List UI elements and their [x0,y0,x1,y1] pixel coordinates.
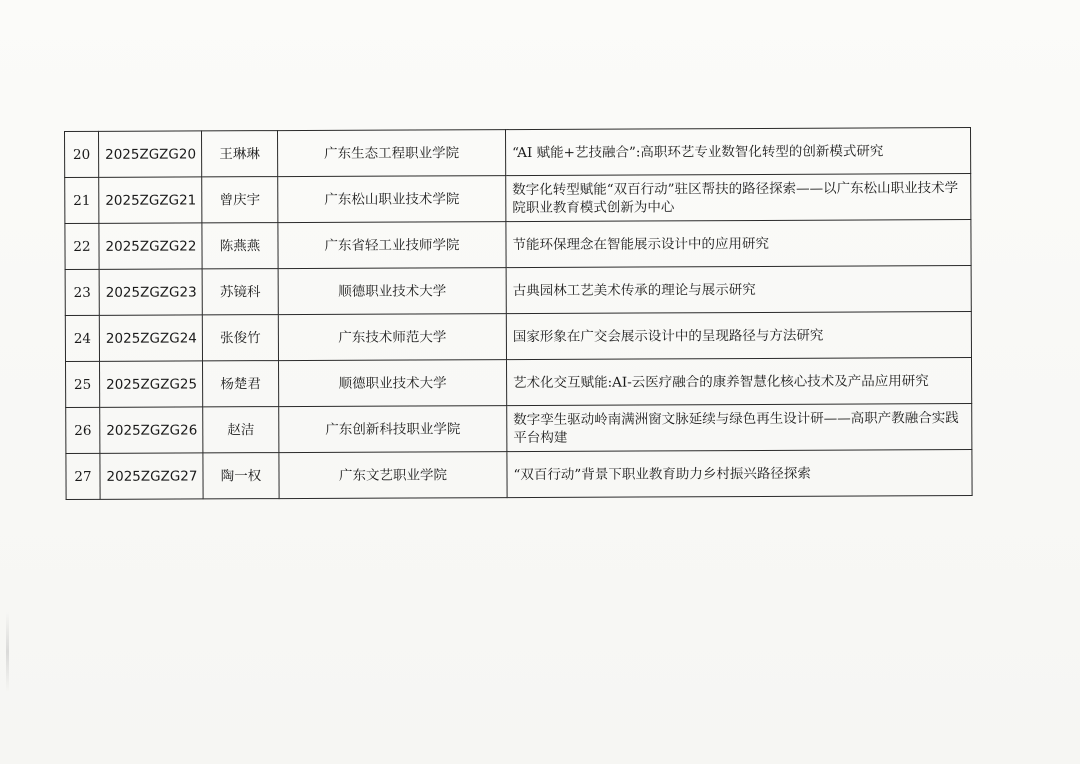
project-topic: 国家形象在广交会展示设计中的呈现路径与方法研究 [506,312,971,360]
project-topic: “双百行动”背景下职业教育助力乡村振兴路径探索 [507,450,972,498]
row-number: 27 [66,453,100,499]
applicant-name: 王琳琳 [202,131,278,177]
institution-name: 顺德职业技术大学 [278,268,506,315]
institution-name: 广东技术师范大学 [278,314,506,361]
row-number: 24 [65,315,99,361]
applicant-name: 陶一权 [203,453,279,499]
table-row [66,358,972,408]
table-row [66,450,972,500]
table-row [65,128,971,178]
project-topic: 艺术化交互赋能:AI-云医疗融合的康养智慧化核心技术及产品应用研究 [507,358,972,406]
institution-name: 顺德职业技术大学 [279,360,507,407]
applicant-name: 曾庆宇 [202,177,278,223]
project-topic: 数字化转型赋能“双百行动”驻区帮扶的路径探索——以广东松山职业技术学院职业教育模式创新为中心 [506,174,971,222]
project-topic: 数字孪生驱动岭南满洲窗文脉延续与绿色再生设计研——高职产教融合实践平台构建 [507,404,972,452]
applicant-name: 赵洁 [203,407,279,453]
project-code: 2025ZGZG21 [99,177,202,223]
applicant-name: 陈燕燕 [202,223,278,269]
table-row [66,404,972,454]
project-code: 2025ZGZG26 [100,407,203,453]
table-row [65,312,971,362]
project-code: 2025ZGZG27 [100,453,203,499]
row-number: 25 [66,361,100,407]
project-topic: 节能环保理念在智能展示设计中的应用研究 [506,220,971,268]
row-number: 21 [65,177,99,223]
project-code: 2025ZGZG22 [99,223,202,269]
row-number: 22 [65,223,99,269]
applicant-name: 杨楚君 [203,361,279,407]
institution-name: 广东省轻工业技师学院 [278,222,506,269]
institution-name: 广东生态工程职业学院 [278,130,506,177]
project-topic: “AI 赋能+艺技融合”:高职环艺专业数智化转型的创新模式研究 [505,128,970,176]
applicant-name: 张俊竹 [202,315,278,361]
institution-name: 广东创新科技职业学院 [279,406,507,453]
institution-name: 广东松山职业技术学院 [278,176,506,223]
table-row [65,266,971,316]
row-number: 26 [66,407,100,453]
project-code: 2025ZGZG20 [99,131,202,177]
applicant-name: 苏镜科 [202,269,278,315]
project-code: 2025ZGZG25 [100,361,203,407]
project-code: 2025ZGZG24 [99,315,202,361]
project-code: 2025ZGZG23 [99,269,202,315]
table-row [65,220,971,270]
project-table [64,127,973,500]
row-number: 23 [65,269,99,315]
row-number: 20 [65,131,99,177]
table-row [65,174,971,224]
scan-edge-mark [6,612,9,692]
project-topic: 古典园林工艺美术传承的理论与展示研究 [506,266,971,314]
institution-name: 广东文艺职业学院 [279,452,507,499]
